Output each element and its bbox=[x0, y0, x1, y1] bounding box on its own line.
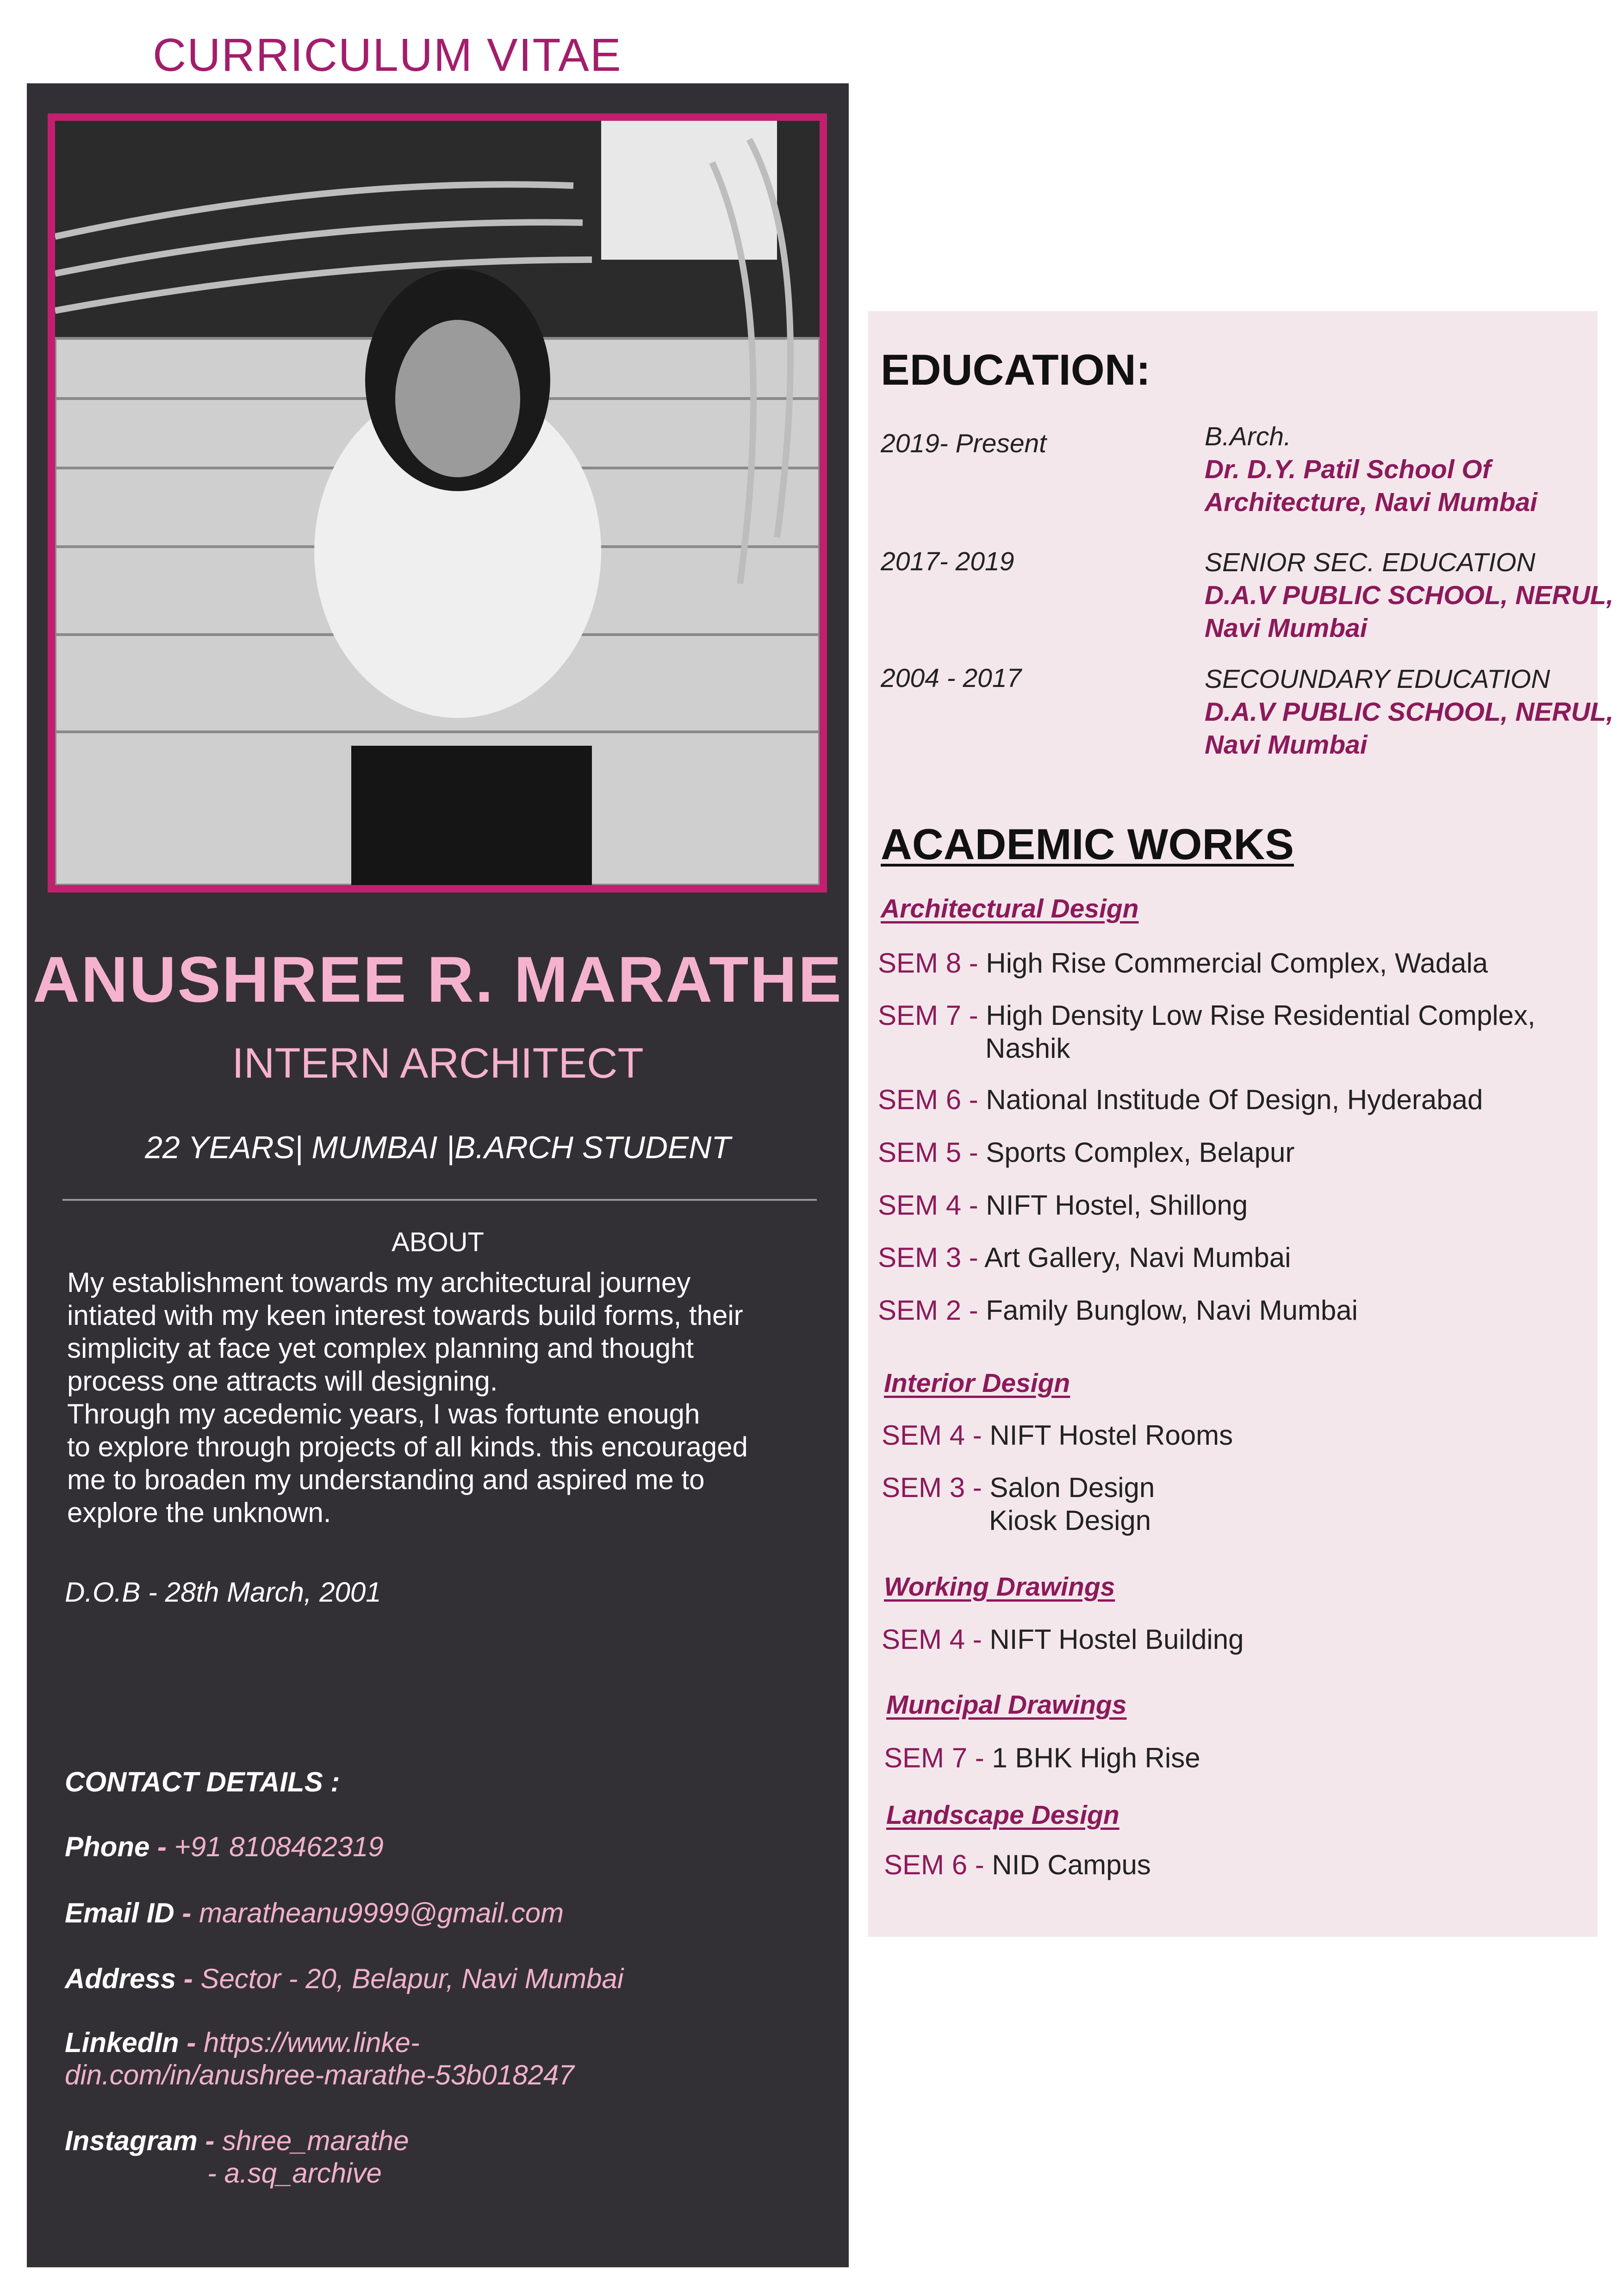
instagram-value-secondary[interactable]: - a.sq_archive bbox=[207, 2158, 382, 2189]
contact-email bbox=[65, 1897, 833, 1929]
work-semester: SEM 7 - bbox=[878, 1000, 978, 1031]
work-item bbox=[878, 1189, 1248, 1222]
work-title: NIFT Hostel Rooms bbox=[989, 1420, 1233, 1451]
about-line: process one attracts will designing. bbox=[67, 1366, 498, 1397]
work-title: NIFT Hostel, Shillong bbox=[986, 1190, 1248, 1221]
work-title: Family Bunglow, Navi Mumbai bbox=[986, 1295, 1358, 1326]
work-title: High Rise Commercial Complex, Wadala bbox=[986, 948, 1488, 979]
education-institution: Dr. D.Y. Patil School Of bbox=[1205, 455, 1491, 484]
address-label: Address bbox=[65, 1963, 176, 1994]
work-item bbox=[878, 1136, 1294, 1169]
education-institution: Architecture, Navi Mumbai bbox=[1205, 487, 1538, 517]
category-interior-design: Interior Design bbox=[884, 1368, 1070, 1398]
category-municipal-drawings: Muncipal Drawings bbox=[886, 1690, 1127, 1720]
work-semester: SEM 6 - bbox=[878, 1084, 978, 1115]
linkedin-value-continued[interactable]: din.com/in/anushree-marathe-53b018247 bbox=[65, 2059, 574, 2090]
education-degree: SECOUNDARY EDUCATION bbox=[1205, 664, 1550, 694]
contact-linkedin bbox=[65, 2027, 833, 2091]
academic-works-heading: ACADEMIC WORKS bbox=[881, 820, 1294, 868]
linkedin-value[interactable]: https://www.linke- bbox=[204, 2027, 420, 2058]
work-title: 1 BHK High Rise bbox=[992, 1742, 1200, 1773]
contact-instagram bbox=[65, 2125, 833, 2190]
education-years: 2017- 2019 bbox=[881, 547, 1014, 576]
email-label: Email ID bbox=[65, 1897, 174, 1928]
work-semester: SEM 3 - bbox=[878, 1242, 978, 1273]
separator: - bbox=[157, 1831, 167, 1862]
separator: - bbox=[183, 1963, 193, 1994]
work-item bbox=[878, 1083, 1483, 1116]
work-item bbox=[882, 1419, 1233, 1452]
instagram-value[interactable]: shree_marathe bbox=[222, 2125, 409, 2156]
separator: - bbox=[205, 2125, 215, 2156]
education-years: 2004 - 2017 bbox=[881, 663, 1022, 693]
about-heading: ABOUT bbox=[392, 1227, 484, 1257]
work-item bbox=[878, 1294, 1358, 1327]
work-title-continued: Nashik bbox=[985, 1033, 1070, 1064]
address-value: Sector - 20, Belapur, Navi Mumbai bbox=[200, 1963, 624, 1994]
work-semester: SEM 3 - bbox=[882, 1472, 982, 1503]
work-semester: SEM 8 - bbox=[878, 948, 978, 979]
about-line: My establishment towards my architectural journey bbox=[67, 1267, 691, 1298]
education-entry bbox=[1205, 546, 1614, 645]
education-heading: EDUCATION: bbox=[881, 345, 1151, 394]
contact-phone bbox=[65, 1831, 833, 1863]
work-title: NID Campus bbox=[992, 1849, 1151, 1880]
profile-name: ANUSHREE R. MARATHE bbox=[33, 943, 843, 1016]
category-landscape-design: Landscape Design bbox=[886, 1800, 1119, 1830]
category-architectural-design: Architectural Design bbox=[881, 894, 1139, 923]
work-item bbox=[878, 1241, 1291, 1274]
education-years: 2019- Present bbox=[881, 429, 1047, 458]
education-institution: D.A.V PUBLIC SCHOOL, NERUL, bbox=[1205, 580, 1614, 610]
separator: - bbox=[182, 1897, 192, 1928]
education-entry bbox=[1205, 420, 1537, 519]
work-title: NIFT Hostel Building bbox=[989, 1624, 1244, 1655]
email-value[interactable]: maratheanu9999@gmail.com bbox=[199, 1897, 564, 1928]
work-semester: SEM 4 - bbox=[882, 1624, 982, 1655]
work-title: Sports Complex, Belapur bbox=[986, 1137, 1295, 1168]
work-item bbox=[882, 1623, 1244, 1656]
education-degree: SENIOR SEC. EDUCATION bbox=[1205, 548, 1536, 577]
work-title: Art Gallery, Navi Mumbai bbox=[984, 1242, 1291, 1273]
education-institution: D.A.V PUBLIC SCHOOL, NERUL, bbox=[1205, 697, 1614, 727]
work-semester: SEM 6 - bbox=[884, 1849, 984, 1880]
profile-photo-image bbox=[55, 121, 820, 885]
work-item bbox=[882, 1471, 1155, 1537]
profile-meta: 22 YEARS| MUMBAI |B.ARCH STUDENT bbox=[145, 1130, 731, 1165]
work-semester: SEM 5 - bbox=[878, 1137, 978, 1168]
about-line: Through my acedemic years, I was fortunte enough bbox=[67, 1398, 700, 1429]
separator: - bbox=[187, 2027, 196, 2058]
about-line: intiated with my keen interest towards build forms, their bbox=[67, 1300, 743, 1331]
about-line: me to broaden my understanding and aspired me to bbox=[67, 1464, 705, 1495]
instagram-label: Instagram bbox=[65, 2125, 198, 2156]
education-entry bbox=[1205, 663, 1614, 761]
profile-role: INTERN ARCHITECT bbox=[232, 1040, 644, 1087]
contact-address bbox=[65, 1963, 833, 1995]
about-line: explore the unknown. bbox=[67, 1497, 331, 1528]
about-line: to explore through projects of all kinds. this encouraged bbox=[67, 1431, 748, 1462]
work-semester: SEM 7 - bbox=[884, 1742, 984, 1773]
document-title: CURRICULUM VITAE bbox=[153, 29, 622, 81]
divider bbox=[62, 1199, 817, 1201]
work-title: High Density Low Rise Residential Complex, bbox=[986, 1000, 1536, 1031]
work-semester: SEM 4 - bbox=[882, 1420, 982, 1451]
work-title: Salon Design bbox=[989, 1472, 1155, 1503]
work-item bbox=[884, 1741, 1200, 1774]
work-item bbox=[878, 947, 1488, 980]
category-working-drawings: Working Drawings bbox=[884, 1572, 1115, 1602]
profile-photo bbox=[48, 113, 827, 892]
work-item bbox=[878, 999, 1536, 1065]
about-line: simplicity at face yet complex planning and thought bbox=[67, 1333, 694, 1364]
work-semester: SEM 4 - bbox=[878, 1190, 978, 1221]
work-title: National Institude Of Design, Hyderabad bbox=[986, 1084, 1483, 1115]
phone-value[interactable]: +91 8108462319 bbox=[174, 1831, 384, 1862]
phone-label: Phone bbox=[65, 1831, 150, 1862]
work-semester: SEM 2 - bbox=[878, 1295, 978, 1326]
work-title-continued: Kiosk Design bbox=[989, 1505, 1151, 1536]
about-text bbox=[67, 1266, 826, 1529]
education-institution: Navi Mumbai bbox=[1205, 613, 1368, 643]
work-item bbox=[884, 1848, 1151, 1881]
linkedin-label: LinkedIn bbox=[65, 2027, 179, 2058]
education-institution: Navi Mumbai bbox=[1205, 730, 1368, 760]
contact-heading: CONTACT DETAILS : bbox=[65, 1766, 340, 1797]
date-of-birth: D.O.B - 28th March, 2001 bbox=[65, 1577, 381, 1608]
education-degree: B.Arch. bbox=[1205, 422, 1291, 451]
